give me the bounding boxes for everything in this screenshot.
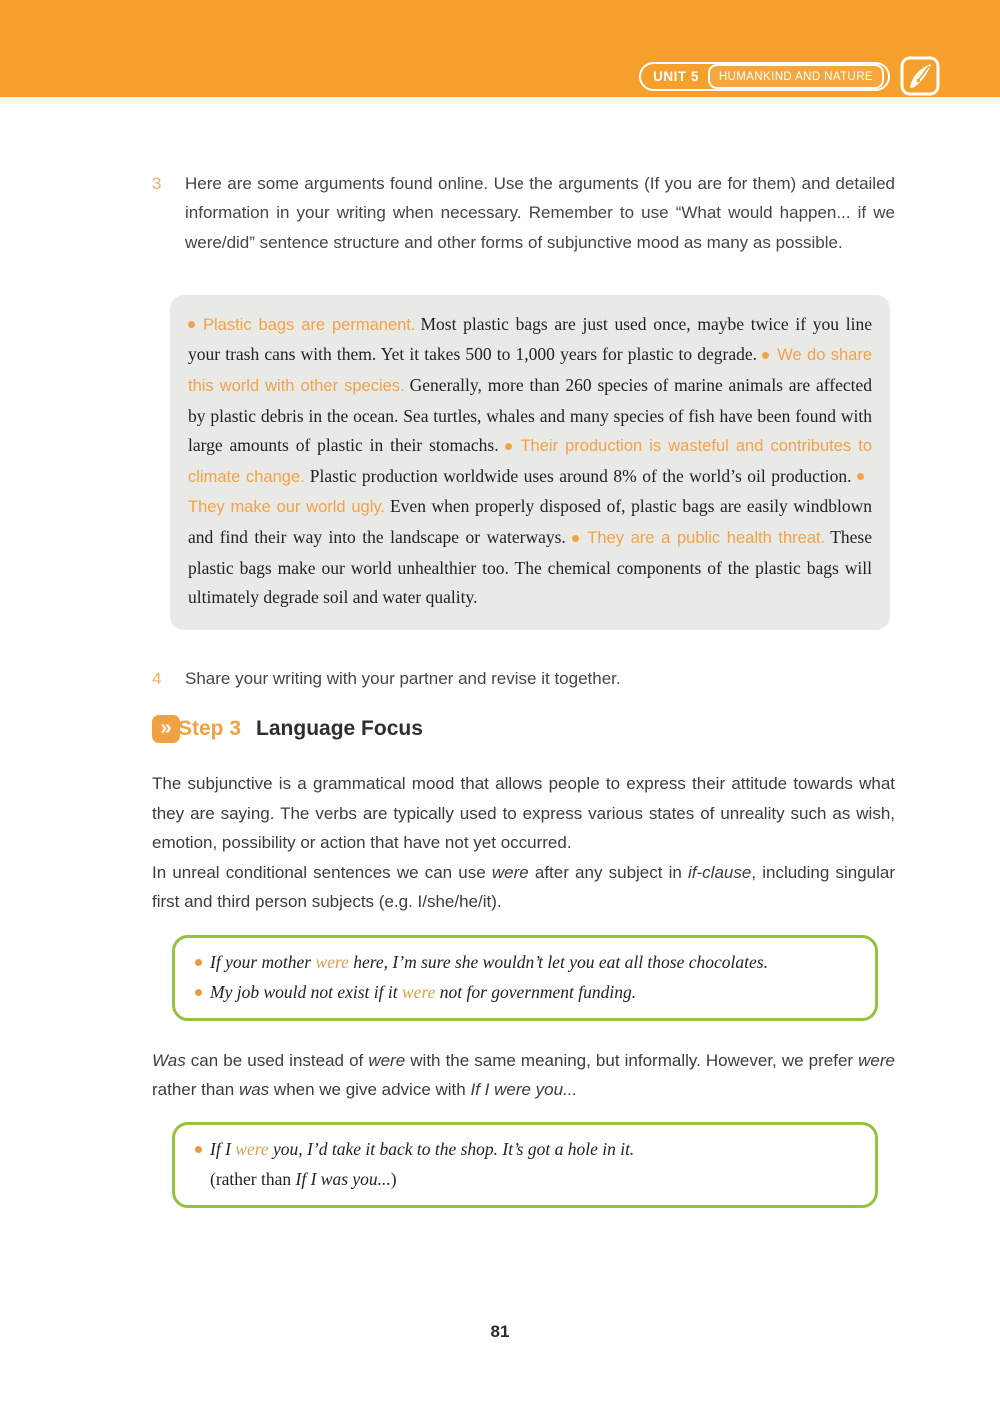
example-item (195, 977, 855, 1007)
example-box-1 (172, 935, 878, 1021)
bullet-dot-icon (572, 535, 579, 542)
bullet-dot-icon (188, 321, 195, 328)
bullet-dot-icon (762, 352, 769, 359)
step3-heading (152, 715, 895, 743)
page-number: 81 (490, 1322, 510, 1341)
unit-label: UNIT 5 (653, 69, 699, 84)
argument-body: Even when properly disposed of, plastic bags are easily windblown and find their way into the landscape or waterways. (188, 496, 872, 548)
exercise-4-text: Share your writing with your partner and revise it together. (185, 668, 621, 688)
unit-title: HUMANKIND AND NATURE (718, 71, 873, 83)
paragraph-unreal-conditional: In unreal conditional sentences we can use were after any subject in if-clause, including singular first and third person subjects (e.g. I/she/he/it). (152, 862, 895, 912)
argument-lead: We do share this world with other species. (188, 346, 872, 396)
exercise-4-number: 4 (152, 668, 162, 688)
exercise-4 (152, 664, 895, 693)
step-title: Language Focus (256, 717, 423, 741)
paragraph-was-were: Was can be used instead of were with the same meaning, but informally. However, we prefer were rather than was when we give advice with If I were you... (152, 1050, 895, 1100)
exercise-3-text: Here are some arguments found online. Use the arguments (If you are for them) and detailed information in your writing when necessary. Remember to use “What would happen... if we were/did” sentence structure and other forms of subjunctive mood as many as possible. (185, 174, 895, 252)
argument-lead: They make our world ugly. (188, 498, 385, 517)
argument-lead: Their production is wasteful and contributes to climate change. (188, 437, 873, 486)
page-content (152, 169, 895, 1208)
unit-title-box (708, 64, 884, 89)
example-note: (rather than If I was you...) (210, 1168, 397, 1189)
bullet-dot-icon (195, 989, 202, 996)
double-chevron-right-icon: » (152, 715, 180, 743)
example-sentence: If your mother were here, I’m sure she wouldn’t let you eat all those chocolates. (210, 951, 768, 972)
bullet-dot-icon (505, 443, 512, 450)
example-item (195, 1134, 855, 1164)
paragraph-subjunctive-intro: The subjunctive is a grammatical mood that allows people to express their attitude towards what they are saying. The verbs are typically used to express various states of unreality such as wish, emotion, possibility or action that have not yet occurred. (152, 774, 895, 853)
bullet-dot-icon (195, 959, 202, 966)
exercise-3 (152, 169, 895, 257)
argument-body: These plastic bags make our world unhealthier too. The chemical components of the plastic bags will ultimately degrade soil and water quality. (188, 527, 872, 608)
argument-body: Plastic production worldwide uses around 8% of the world’s oil production. (309, 465, 852, 486)
argument-body: Generally, more than 260 species of marine animals are affected by plastic debris in the ocean. Sea turtles, whales and many species of fish have been found with large amounts of plastic in their stomachs. (188, 375, 872, 456)
example-sentence: My job would not exist if it were not for government funding. (210, 981, 637, 1002)
example-sentence: If I were you, I’d take it back to the shop. It’s got a hole in it. (210, 1138, 635, 1159)
page-header (0, 0, 1000, 97)
bullet-dot-icon (857, 473, 864, 480)
unit-badge (639, 62, 890, 91)
arguments-box (170, 295, 890, 630)
bullet-dot-icon (195, 1146, 202, 1153)
example-item (195, 947, 855, 977)
argument-body: Most plastic bags are just used once, maybe twice if you line your trash cans with them. Yet it takes 500 to 1,000 years for plastic to degrade. (188, 313, 872, 365)
example-box-2 (172, 1122, 878, 1208)
step-label: Step 3 (178, 717, 242, 741)
fountain-pen-icon (900, 56, 940, 96)
argument-lead: They are a public health threat. (587, 529, 826, 548)
exercise-3-number: 3 (152, 174, 162, 193)
argument-lead: Plastic bags are permanent. (203, 315, 416, 334)
